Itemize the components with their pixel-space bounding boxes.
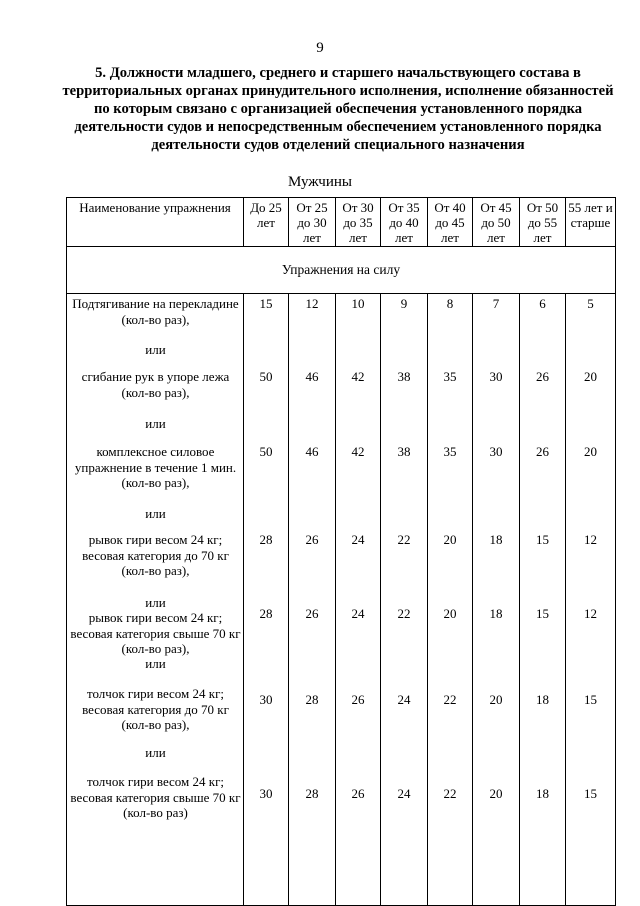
value-cell: 26 [305, 532, 319, 547]
header-age-8: 55 лет и старше [566, 198, 616, 247]
value-cell: 46 [305, 444, 319, 459]
value-cell: 15 [584, 786, 597, 801]
value-cell: 35 [443, 444, 457, 459]
value-cell: 26 [536, 444, 549, 459]
value-cell: 50 [259, 444, 273, 459]
value-cell: 22 [397, 532, 411, 547]
value-cell: 12 [584, 532, 597, 547]
value-cell: 42 [351, 369, 365, 384]
value-cell: 10 [351, 296, 365, 311]
value-cell: 9 [400, 296, 408, 311]
value-cell: 18 [536, 692, 549, 707]
value-cell: 22 [443, 692, 457, 707]
exercise-name-6: толчок гири весом 24 кг; весовая категория до 70 кг (кол-во раз), [82, 686, 229, 732]
subtitle: Мужчины [288, 174, 352, 190]
header-age-7: От 50 до 55 лет [520, 198, 566, 247]
or-label-6: или [145, 745, 166, 760]
value-cell: 30 [259, 786, 273, 801]
exercise-name-5: рывок гири весом 24 кг; весовая категория свыше 70 кг (кол-во раз), [70, 610, 241, 656]
or-label-3: или [145, 506, 166, 521]
values-col-3 [336, 294, 381, 906]
value-cell: 22 [397, 606, 411, 621]
value-cell: 26 [351, 692, 365, 707]
value-cell: 28 [305, 786, 319, 801]
value-cell: 20 [584, 444, 597, 459]
values-col-8 [566, 294, 616, 906]
header-name: Наименование упражнения [67, 198, 244, 247]
value-cell: 15 [584, 692, 597, 707]
value-cell: 28 [259, 606, 273, 621]
page-number: 9 [316, 40, 324, 56]
value-cell: 42 [351, 444, 365, 459]
value-cell: 30 [489, 369, 503, 384]
value-cell: 28 [259, 532, 273, 547]
header-age-5: От 40 до 45 лет [428, 198, 473, 247]
value-cell: 20 [584, 369, 597, 384]
value-cell: 7 [492, 296, 500, 311]
values-col-1 [244, 294, 289, 906]
header-age-2: От 25 до 30 лет [289, 198, 336, 247]
or-label-4: или [145, 595, 166, 610]
values-col-6 [473, 294, 520, 906]
header-age-4: От 35 до 40 лет [381, 198, 428, 247]
section-title: Упражнения на силу [67, 247, 616, 294]
value-cell: 15 [536, 606, 549, 621]
value-cell: 26 [305, 606, 319, 621]
value-cell: 24 [351, 606, 365, 621]
exercise-name-4: рывок гири весом 24 кг; весовая категория до 70 кг (кол-во раз), [82, 532, 229, 578]
value-cell: 26 [536, 369, 549, 384]
exercise-name-3: комплексное силовое упражнение в течение 1 мин. (кол-во раз), [74, 444, 237, 490]
value-cell: 8 [446, 296, 454, 311]
values-col-4 [381, 294, 428, 906]
value-cell: 5 [587, 296, 594, 311]
exercise-names [67, 294, 244, 906]
value-cell: 24 [351, 532, 365, 547]
exercise-name-1: Подтягивание на перекладине (кол-во раз), [72, 296, 239, 327]
value-cell: 20 [489, 786, 503, 801]
header-age-6: От 45 до 50 лет [473, 198, 520, 247]
header-row [67, 198, 616, 247]
value-cell: 20 [443, 532, 457, 547]
value-cell: 12 [584, 606, 597, 621]
value-cell: 15 [536, 532, 549, 547]
or-label-1: или [145, 342, 166, 357]
value-cell: 15 [259, 296, 273, 311]
value-cell: 38 [397, 369, 411, 384]
value-cell: 30 [489, 444, 503, 459]
value-cell: 46 [305, 369, 319, 384]
value-cell: 26 [351, 786, 365, 801]
value-cell: 18 [536, 786, 549, 801]
values-col-7 [520, 294, 566, 906]
value-cell: 50 [259, 369, 273, 384]
value-cell: 6 [539, 296, 546, 311]
section-row [67, 247, 616, 294]
body-row [67, 294, 616, 906]
value-cell: 30 [259, 692, 273, 707]
value-cell: 18 [489, 532, 503, 547]
header-age-3: От 30 до 35 лет [336, 198, 381, 247]
exercise-name-2: сгибание рук в упоре лежа (кол-во раз), [81, 369, 230, 400]
value-cell: 22 [443, 786, 457, 801]
value-cell: 35 [443, 369, 457, 384]
value-cell: 38 [397, 444, 411, 459]
or-label-2: или [145, 416, 166, 431]
value-cell: 20 [489, 692, 503, 707]
or-label-5: или [145, 656, 166, 671]
value-cell: 24 [397, 692, 411, 707]
value-cell: 18 [489, 606, 503, 621]
values-col-2 [289, 294, 336, 906]
standards-table [66, 197, 616, 906]
header-age-1: До 25 лет [244, 198, 289, 247]
value-cell: 24 [397, 786, 411, 801]
value-cell: 28 [305, 692, 319, 707]
values-col-5 [428, 294, 473, 906]
value-cell: 12 [305, 296, 319, 311]
section-heading: 5. Должности младшего, среднего и старшего начальствующего состава в территориальных органах принудительного исполнения, исполнение обязанностей по которым связано с организацией обеспечения установленного порядка деятельности судов и непосредственным обеспечением установленного порядка деятельности судов отделений специального назначения [62, 65, 614, 153]
value-cell: 20 [443, 606, 457, 621]
exercise-name-7: толчок гири весом 24 кг; весовая категория свыше 70 кг (кол-во раз) [70, 774, 241, 820]
